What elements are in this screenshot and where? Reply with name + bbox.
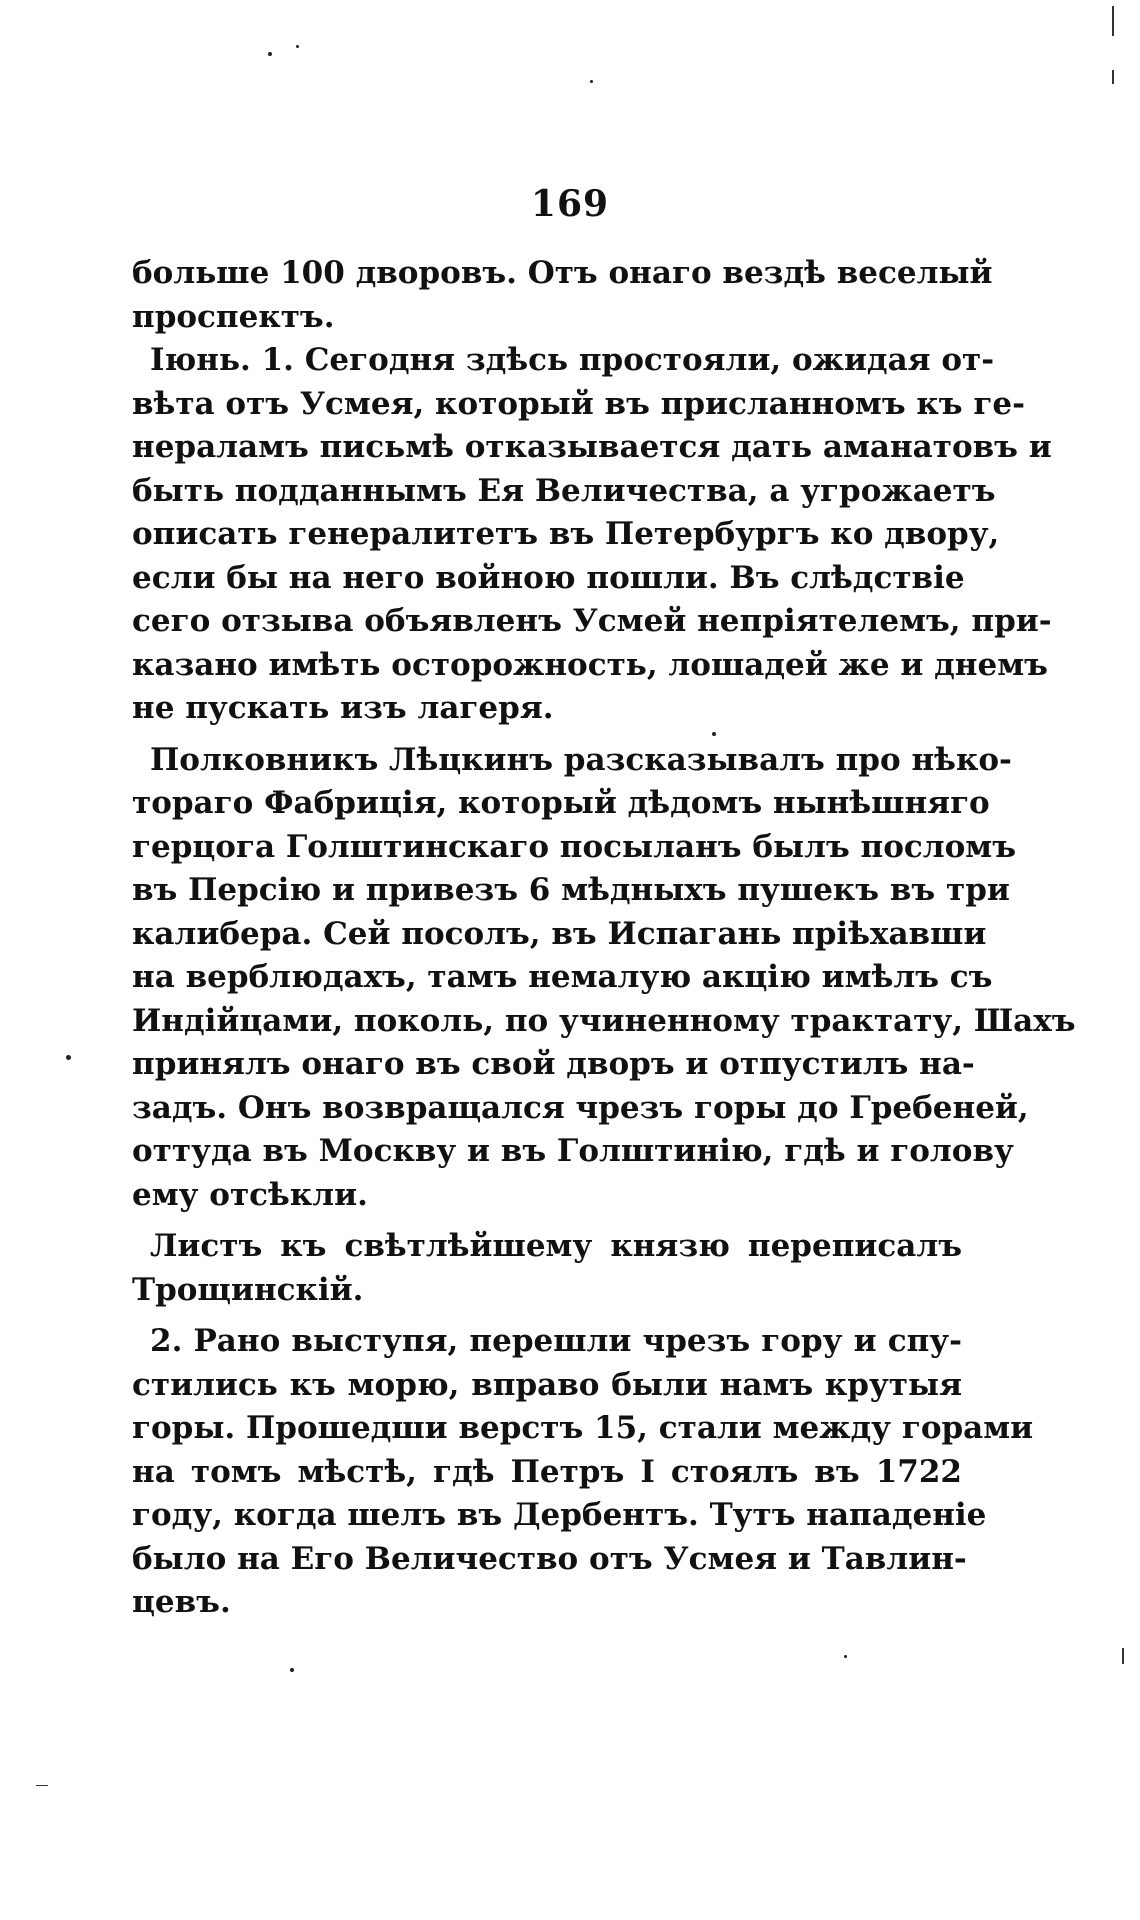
text-line: стились къ морю, вправо были намъ крутыя xyxy=(132,1366,962,1403)
text-line: проспектъ. xyxy=(132,298,335,335)
text-line: Листъ къ свѣтлѣйшему князю переписалъ xyxy=(150,1228,962,1264)
text-line: если бы на него войною пошли. Въ слѣдствіе xyxy=(132,559,965,596)
text-line: быть подданнымъ Ея Величества, а угрожаетъ xyxy=(132,472,996,509)
text-line: въ Персію и привезъ 6 мѣдныхъ пушекъ въ три xyxy=(132,872,1010,908)
scan-edge-mark xyxy=(1112,70,1114,84)
scan-speck xyxy=(66,1055,71,1060)
text-line: больше 100 дворовъ. Отъ онаго вездѣ веселый xyxy=(132,255,993,291)
page-number: 169 xyxy=(530,183,610,225)
text-line: нераламъ письмѣ отказывается дать аманатовъ и xyxy=(132,429,1052,465)
scan-speck xyxy=(268,52,272,56)
text-line: Полковникъ Лѣцкинъ разсказывалъ про нѣко- xyxy=(150,741,1012,778)
text-line: вѣта отъ Усмея, который въ присланномъ къ ге- xyxy=(132,385,1025,422)
scan-speck xyxy=(844,1655,847,1658)
scan-edge-mark xyxy=(1122,1648,1124,1664)
text-line: оттуда въ Москву и въ Голштинію, гдѣ и голову xyxy=(132,1133,1014,1169)
paragraph xyxy=(132,1320,1034,1625)
paragraph xyxy=(132,1225,962,1312)
text-line: калибера. Сей посолъ, въ Испагань пріѣхавши xyxy=(132,915,987,952)
text-line: тораго Фабриція, который дѣдомъ нынѣшняго xyxy=(132,785,990,821)
text-line: не пускать изъ лагеря. xyxy=(132,690,554,726)
text-line: принялъ онаго въ свой дворъ и отпустилъ на- xyxy=(132,1046,975,1082)
scan-speck xyxy=(296,45,299,48)
text-line: казано имѣть осторожность, лошадей же и днемъ xyxy=(132,646,1048,683)
text-line: было на Его Величество отъ Усмея и Тавлин- xyxy=(132,1540,967,1577)
paragraph xyxy=(132,739,1076,1218)
text-line: Iюнь. 1. Сегодня здѣсь простояли, ожидая от- xyxy=(150,342,995,378)
paragraph xyxy=(132,339,1052,731)
scan-edge-mark xyxy=(36,1785,48,1786)
body-text xyxy=(132,252,1076,1625)
text-line: на верблюдахъ, тамъ немалую акцію имѣлъ съ xyxy=(132,959,993,995)
paragraph xyxy=(132,252,993,339)
text-line: герцога Голштинскаго посыланъ былъ посломъ xyxy=(132,828,1016,865)
text-line: Трощинскій. xyxy=(132,1271,364,1308)
text-line: задъ. Онъ возвращался чрезъ горы до Гребеней, xyxy=(132,1089,1029,1126)
text-line: цевъ. xyxy=(132,1584,231,1620)
scan-speck xyxy=(290,1668,294,1672)
text-line: сего отзыва объявленъ Усмей непріятелемъ, при- xyxy=(132,603,1052,639)
scan-speck xyxy=(712,732,716,736)
text-line: Индійцами, поколь, по учиненному трактату, Шахъ xyxy=(132,1002,1076,1039)
text-line: на томъ мѣстѣ, гдѣ Петръ I стоялъ въ 1722 xyxy=(132,1453,962,1490)
scan-speck xyxy=(590,80,593,83)
text-line: году, когда шелъ въ Дербентъ. Тутъ нападеніе xyxy=(132,1497,987,1533)
text-line: 2. Рано выступя, перешли чрезъ гору и спу- xyxy=(150,1323,962,1359)
text-line: описать генералитетъ въ Петербургъ ко двору, xyxy=(132,516,1000,552)
text-line: горы. Прошедши верстъ 15, стали между горами xyxy=(132,1410,1034,1446)
scan-edge-mark xyxy=(1112,6,1114,36)
text-line: ему отсѣкли. xyxy=(132,1176,368,1213)
